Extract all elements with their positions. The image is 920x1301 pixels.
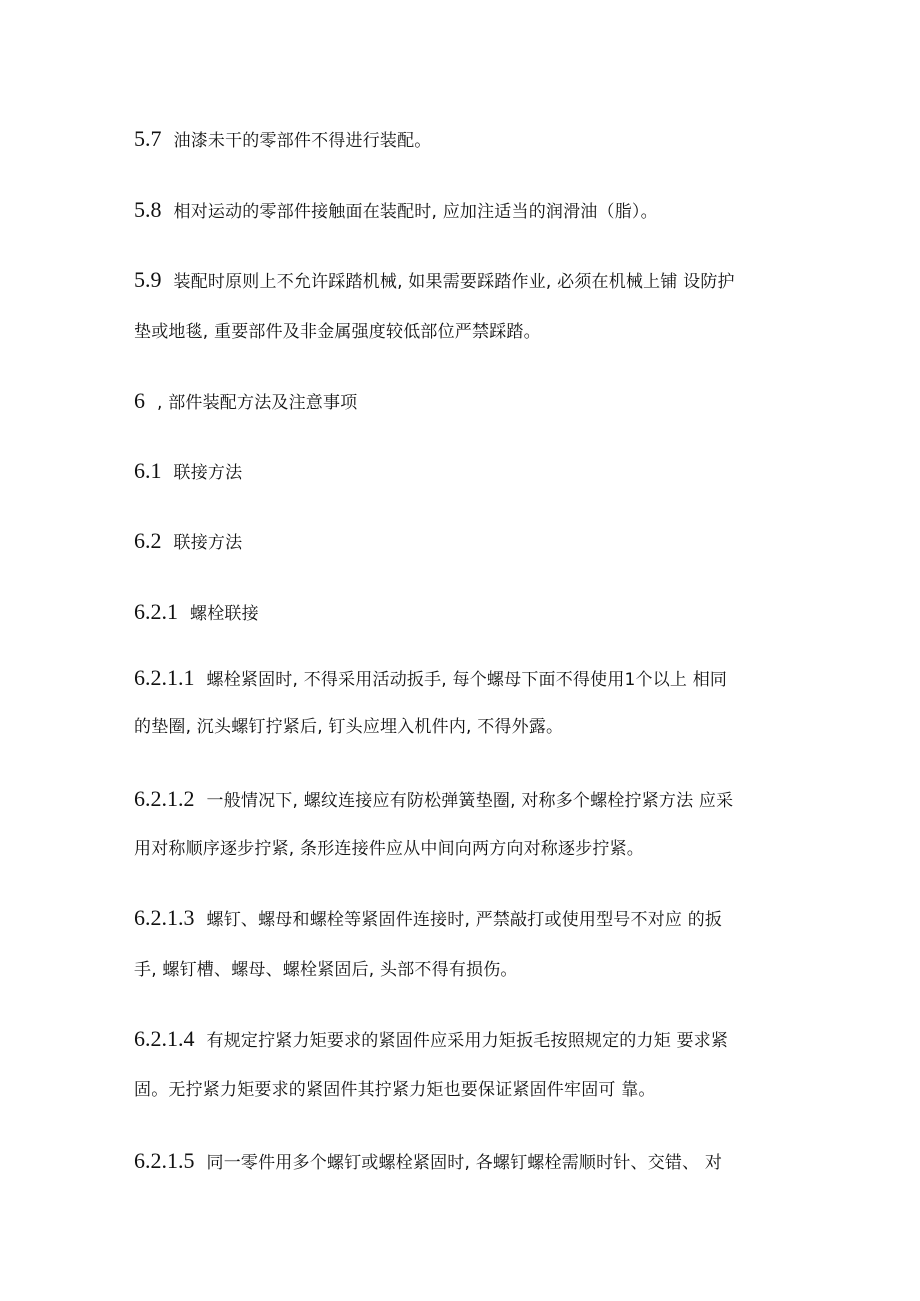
section-text: , 部件装配方法及注意事项 (157, 393, 358, 413)
section-6-2-1-4-continuation (134, 1079, 656, 1101)
section-number: 5.8 (134, 197, 162, 222)
section-text: 有规定拧紧力矩要求的紧固件应采用力矩扳毛按照规定的力矩 要求紧 (206, 1031, 729, 1051)
section-6-1 (134, 460, 242, 484)
section-5-9 (134, 269, 735, 293)
section-number: 6.1 (134, 458, 162, 483)
section-number: 6 (134, 388, 145, 413)
section-text: 装配时原则上不允许踩踏机械, 如果需要踩踏作业, 必须在机械上铺 设防护 (173, 272, 735, 292)
section-text: 螺钉、螺母和螺栓等紧固件连接时, 严禁敲打或使用型号不对应 的扳 (206, 910, 723, 930)
section-6 (134, 390, 357, 414)
section-6-2-1-3-continuation (134, 959, 518, 981)
section-text: 联接方法 (173, 463, 243, 483)
section-number: 5.9 (134, 267, 162, 292)
section-5-7 (134, 128, 432, 152)
section-number: 6.2.1.4 (134, 1026, 195, 1051)
section-6-2-1-5 (134, 1150, 722, 1174)
section-number: 6.2.1.2 (134, 786, 195, 811)
section-number: 6.2.1.1 (134, 665, 195, 690)
section-number: 6.2 (134, 528, 162, 553)
section-text: 螺栓联接 (190, 604, 259, 624)
section-number: 6.2.1.3 (134, 905, 195, 930)
section-6-2-1-4 (134, 1028, 728, 1052)
section-number: 6.2.1.5 (134, 1148, 195, 1173)
section-5-9-continuation (134, 321, 541, 343)
section-text: 用对称顺序逐步拧紧, 条形连接件应从中间向两方向对称逐步拧紧。 (134, 839, 645, 859)
section-6-2-1-2 (134, 788, 733, 812)
section-6-2-1 (134, 601, 259, 625)
section-text: 螺栓紧固时, 不得采用活动扳手, 每个螺母下面不得使用1个以上 相同 (206, 670, 728, 690)
section-6-2-1-2-continuation (134, 838, 644, 860)
section-text: 固。无拧紧力矩要求的紧固件其拧紧力矩也要保证紧固件牢固可 靠。 (134, 1080, 656, 1100)
section-text: 的垫圈, 沉头螺钉拧紧后, 钉头应埋入机件内, 不得外露。 (134, 717, 564, 737)
section-text: 垫或地毯, 重要部件及非金属强度较低部位严禁踩踏。 (134, 322, 541, 342)
section-6-2 (134, 530, 242, 554)
section-6-2-1-1-continuation (134, 716, 563, 738)
section-6-2-1-3 (134, 907, 722, 931)
section-text: 联接方法 (173, 533, 243, 553)
section-number: 6.2.1 (134, 599, 178, 624)
section-text: 油漆未干的零部件不得进行装配。 (173, 131, 432, 151)
section-text: 同一零件用多个螺钉或螺栓紧固时, 各螺钉螺栓需顺时针、交错、 对 (206, 1153, 723, 1173)
section-6-2-1-1 (134, 667, 727, 691)
section-number: 5.7 (134, 126, 162, 151)
section-text: 一般情况下, 螺纹连接应有防松弹簧垫圈, 对称多个螺栓拧紧方法 应采 (206, 791, 734, 811)
section-text: 手, 螺钉槽、螺母、螺栓紧固后, 头部不得有损伤。 (134, 960, 518, 980)
section-5-8 (134, 199, 658, 223)
section-text: 相对运动的零部件接触面在装配时, 应加注适当的润滑油（脂）。 (173, 202, 658, 222)
